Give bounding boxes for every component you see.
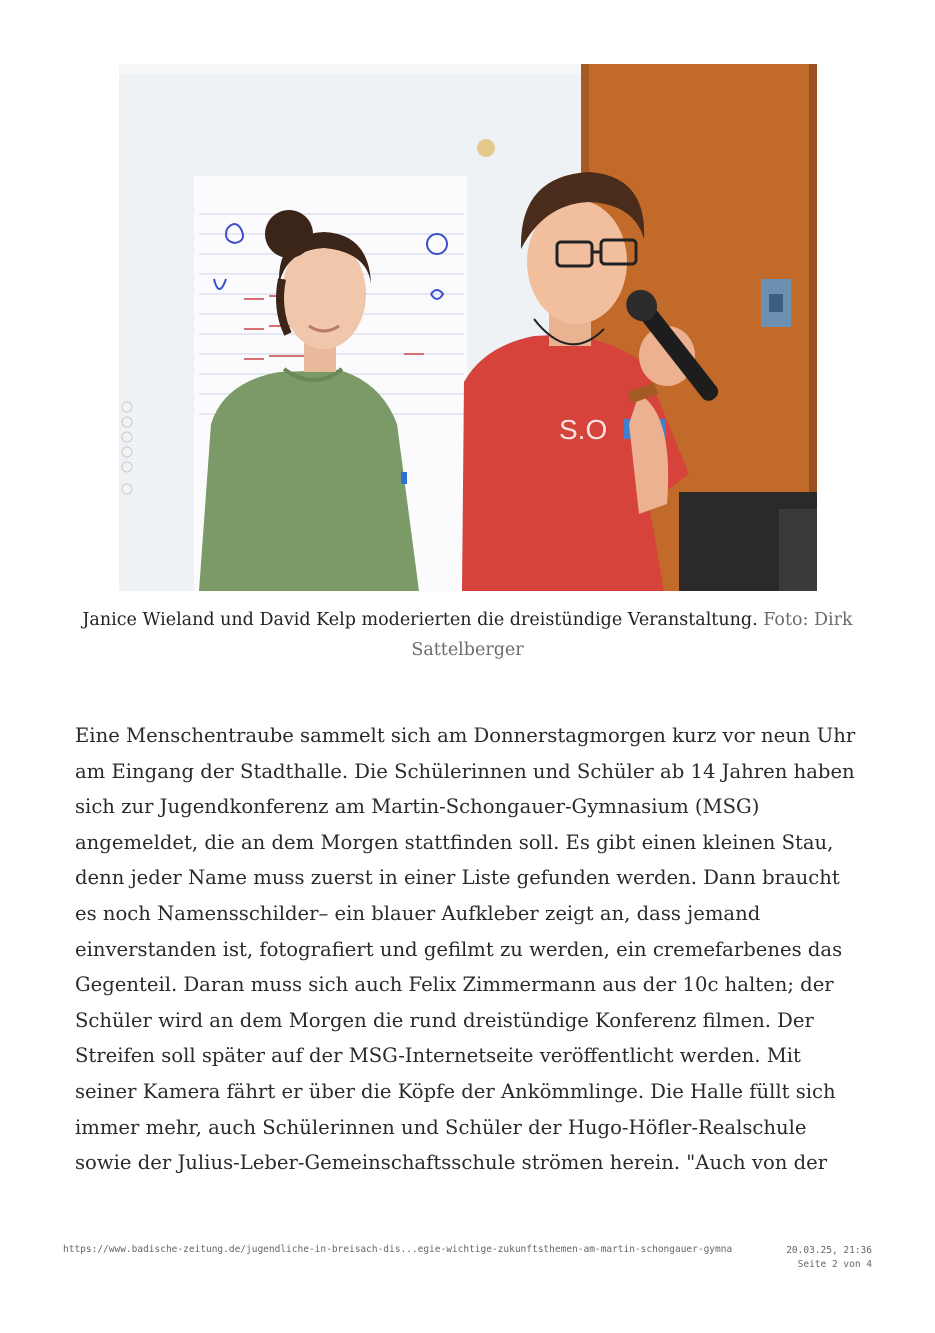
article-line: seiner Kamera fährt er über die Köpfe der Ankömmlinge. Die Halle füllt sich <box>75 1079 836 1103</box>
article-line: Eine Menschentraube sammelt sich am Donnerstagmorgen kurz vor neun Uhr <box>75 724 856 747</box>
photo-illustration <box>119 64 817 591</box>
caption-text: Janice Wieland und David Kelp moderierten die dreistündige Veranstaltung. <box>82 610 758 630</box>
article-line: denn jeder Name muss zuerst in einer Liste gefunden werden. Dann braucht <box>75 866 840 890</box>
footer-page-number: Seite 2 von 4 <box>797 1259 872 1270</box>
article-line: am Eingang der Stadthalle. Die Schülerinnen und Schüler ab 14 Jahren haben <box>75 759 855 783</box>
article-photo <box>119 64 817 591</box>
credit-name: Dirk Sattelberger <box>411 610 853 660</box>
article-line: angemeldet, die an dem Morgen stattfinden soll. Es gibt einen kleinen Stau, <box>75 830 834 854</box>
article-body <box>75 718 875 1181</box>
article-line: sich zur Jugendkonferenz am Martin-Schongauer-Gymnasium (MSG) <box>75 795 760 819</box>
article-line: Schüler wird an dem Morgen die rund dreistündige Konferenz filmen. Der <box>75 1008 814 1032</box>
article-line: Gegenteil. Daran muss sich auch Felix Zimmermann aus der 10c halten; der <box>75 973 834 997</box>
footer-meta <box>786 1244 872 1272</box>
article-line: einverstanden ist, fotografiert und gefilmt zu werden, ein cremefarbenes das <box>75 937 843 961</box>
photo-caption <box>60 605 875 665</box>
footer-datetime: 20.03.25, 21:36 <box>786 1245 872 1256</box>
photo-credit: Foto: Dirk Sattelberger <box>411 610 853 660</box>
article-line: Streifen soll später auf der MSG-Internetseite veröffentlicht werden. Mit <box>75 1044 801 1068</box>
svg-text:S.O: S.O <box>559 414 608 445</box>
credit-label: Foto <box>763 610 803 630</box>
article-line: es noch Namensschilder– ein blauer Aufkleber zeigt an, dass jemand <box>75 901 761 925</box>
article-line: immer mehr, auch Schülerinnen und Schüler der Hugo-Höfler-Realschule <box>75 1115 807 1139</box>
article-line: sowie der Julius-Leber-Gemeinschaftsschule strömen herein. "Auch von der <box>75 1151 828 1175</box>
footer-url: https://www.badische-zeitung.de/jugendliche-in-breisach-dis...egie-wichtige-zukunftsthemen-am-martin-schongauer-gymna <box>63 1244 733 1255</box>
